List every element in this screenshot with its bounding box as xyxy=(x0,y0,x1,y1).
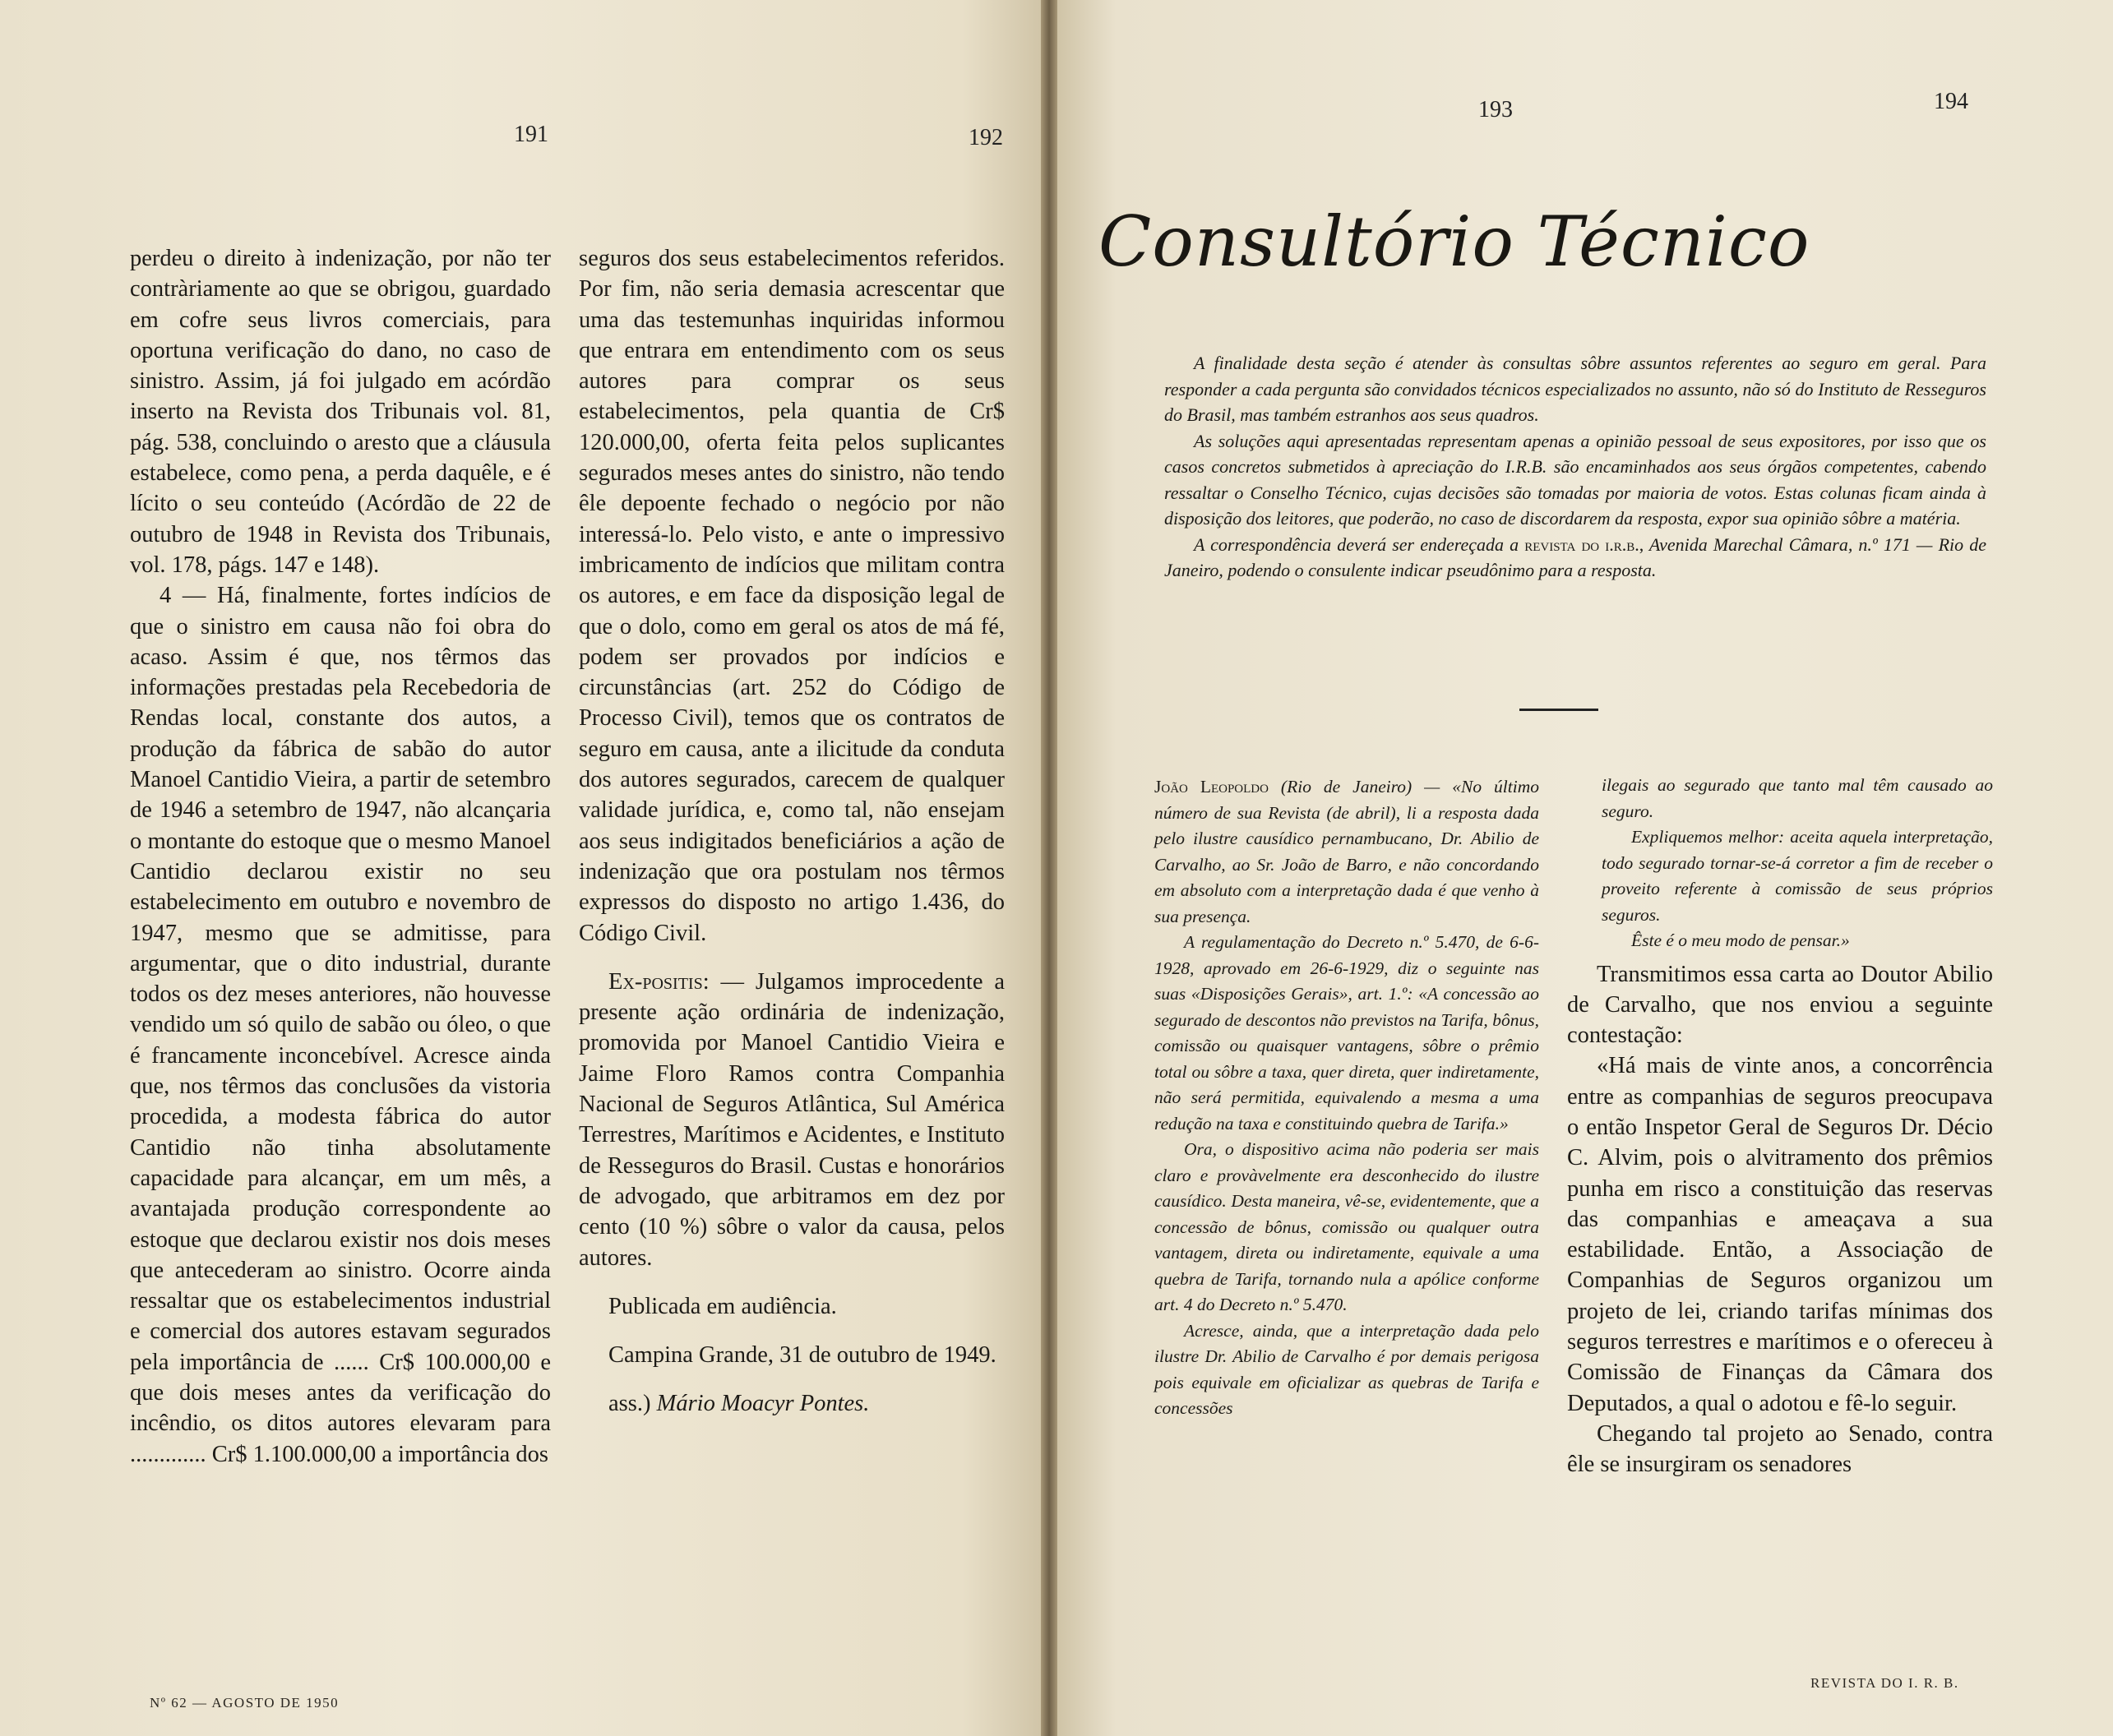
reply-paragraph: Transmitimos essa carta ao Doutor Abilio de Carvalho, que nos enviou a seguinte contestação: xyxy=(1567,961,1993,1049)
intro-paragraph: As soluções aqui apresentadas representam apenas a opinião pessoal de seus expositores, por isso que os casos concretos submetidos à apreciação do I.R.B. são encaminhados aos seus órgãos competentes, cabendo ressaltar o Conselho Técnico, cujas decisões são tomadas por maioria de votos. Estas colunas ficam ainda à disposição dos leitores, que poderão, no caso de discordarem da resposta, expor sua opinião sôbre a matéria. xyxy=(1164,430,1986,529)
column-1-paragraph: perdeu o direito à indenização, por não ter contràriamente ao que se obrigou, guardado em cofre seus livros comerciais, para oportuna verificação do dano, no caso de sinistro. Assim, já foi julgado em acórdão inserto na Revista dos Tribunais vol. 81, pág. 538, concluindo o aresto que a cláusula estabelece, como pena, a perda daquêle, e é lícito o seu conteúdo (Acórdão de 22 de outubro de 1948 in Revista dos Tribunais, vol. 178, págs. 147 e 148). xyxy=(130,246,551,578)
expositis-paragraph xyxy=(579,967,1005,1273)
expositis-text: — Julgamos improcedente a presente ação ordinária de indenização, promovida por Manoel Cantidio Vieira e Jaime Floro Ramos contra Companhia Nacional de Seguros Atlântica, Sul América Terrestres, Marítimos e Acidentes, e Instituto de Resseguros do Brasil. Custas e honorários de advogado, que arbitramos em dez por cento (10 %) sôbre o valor da causa, pelos autores. xyxy=(579,968,1005,1271)
letter-continuation xyxy=(1567,773,1993,954)
intro-block xyxy=(1164,350,1986,584)
reply-paragraph: Chegando tal projeto ao Senado, contra êle se insurgiram os senadores xyxy=(1567,1420,1993,1478)
letter-paragraph: Acresce, ainda, que a interpretação dada pelo ilustre Dr. Abilio de Carvalho é por demais perigosa pois equivale em oficializar as quebras de Tarifa e concessões xyxy=(1154,1320,1539,1418)
column-1-paragraph: 4 — Há, finalmente, fortes indícios de que o sinistro em causa não foi obra do acaso. Assim é que, nos têrmos das informações prestadas pela Recebedoria de Rendas local, constante dos autos, a produção da fábrica de sabão do autor Manoel Cantidio Vieira, a partir de setembro de 1946 a setembro de 1947, não alcançaria o montante do estoque que o mesmo Manoel Cantidio declarou existir no seu estabelecimento em outubro e novembro de 1947, mesmo que se admitisse, para argumentar, que o dito industrial, durante todos os dez meses anteriores, não houvesse vendido um só quilo de sabão ou óleo, o que é francamente inconcebível. Acresce ainda que, nos têrmos das conclusões da vistoria procedida, a modesta fábrica do autor Cantidio não tinha absolutamente capacidade para alcançar, em um mês, a avantajada produção correspondente ao estoque que declarou existir nos dois meses que antecederam ao sinistro. Ocorre ainda ressaltar que os estabelecimentos industrial e comercial dos autores estavam segurados pela importância de ...... Cr$ 100.000,00 e que dois meses antes da verificação do incêndio, os ditos autores elevaram para ............. Cr$ 1.100.000,00 a importância dos xyxy=(130,583,551,1467)
page-number-192: 192 xyxy=(969,125,1003,150)
column-1 xyxy=(130,243,551,1470)
page-number-193: 193 xyxy=(1478,97,1513,122)
column-4 xyxy=(1567,773,1993,1480)
column-3 xyxy=(1154,774,1539,1422)
intro-address-lead: A correspondência deverá ser endereçada a xyxy=(1194,533,1519,555)
expositis-label: Ex-positis: xyxy=(608,968,710,995)
letter-paragraph: Expliquemos melhor: aceita aquela interpretação, todo segurado tornar-se-á corretor a fim de receber o proveito referente à comissão de seus próprios seguros. xyxy=(1602,827,1993,925)
letter-opening xyxy=(1154,774,1539,930)
column-2 xyxy=(579,243,1005,1420)
signature-line xyxy=(579,1388,1005,1419)
signature-name: Mário Moacyr Pontes. xyxy=(656,1391,870,1417)
section-title: Consultório Técnico xyxy=(1098,201,1810,282)
section-divider xyxy=(1519,709,1598,711)
letter-paragraph: Êste é o meu modo de pensar.» xyxy=(1631,930,1850,950)
book-gutter xyxy=(1041,0,1057,1736)
signature-prefix: ass.) xyxy=(608,1391,651,1417)
left-footer: Nº 62 — AGOSTO DE 1950 xyxy=(150,1695,340,1711)
place-date-line: Campina Grande, 31 de outubro de 1949. xyxy=(608,1342,996,1369)
right-footer: REVISTA DO I. R. B. xyxy=(1810,1675,1959,1691)
column-2-paragraph: seguros dos seus estabelecimentos referidos. Por fim, não seria demasia acrescentar que uma das testemunhas inquiridas informou que entrara em entendimento com os seus autores para comprar os seus estabelecimentos, pela quantia de Cr$ 120.000,00, oferta feita pelos suplicantes segurados meses antes do sinistro, não tendo êle depoente fechado o negócio por não interessá-lo. Pelo visto, e ante o impressivo imbricamento de indícios que militam contra os autores, e em face da disposição legal de que o dolo, como em geral os atos de má fé, podem ser provados por indícios e circunstâncias (art. 252 do Código de Processo Civil), temos que os contratos de seguro em causa, ante a ilicitude da conduta dos autores segurados, carecem de qualquer validade jurídica, e, como tal, não ensejam aos seus indigitados beneficiários a ação de indenização que ora postulam nos têrmos expressos do disposto no artigo 1.436, do Código Civil. xyxy=(579,246,1005,946)
letter-paragraph: (Rio de Janeiro) — «No último número de sua Revista (de abril), li a resposta dada pelo ilustre causídico pernambucano, Dr. Abilio de Carvalho, ao Sr. João de Barro, e não concordando em absoluto com a interpretação dada é que venho à sua presença. xyxy=(1154,777,1539,926)
page-number-194: 194 xyxy=(1934,89,1968,114)
published-line: Publicada em audiência. xyxy=(608,1293,837,1319)
letter-paragraph: ilegais ao segurado que tanto mal têm causado ao seguro. xyxy=(1602,775,1993,821)
reply-paragraph: «Há mais de vinte anos, a concorrência entre as companhias de seguros preocupava o então Inspetor Geral de Seguros Dr. Décio C. Alvim, pois o alvitramento dos prêmios punha em risco a constituição das reservas das companhias e ameaçava a sua estabilidade. Então, a Associação de Companhias de Seguros organizou um projeto de lei, criando tarifas mínimas dos seguros terrestres e marítimos e o ofereceu à Comissão de Finanças da Câmara dos Deputados, a qual o adotou e fê-lo seguir. xyxy=(1567,1053,1993,1416)
letter-paragraph: Ora, o dispositivo acima não poderia ser mais claro e provàvelmente era desconhecido do ilustre causídico. Desta maneira, vê-se, evidentemente, que a concessão de bônus, comissão ou qualquer outra vantagem, direta ou indiretamente, equivale a uma quebra de Tarifa, tornando nula a apólice conforme art. 4 do Decreto n.º 5.470. xyxy=(1154,1139,1539,1314)
letter-paragraph: A regulamentação do Decreto n.º 5.470, de 6-6-1928, aprovado em 26-6-1929, diz o seguinte nas suas «Disposições Gerais», art. 1.º: «A concessão ao segurado de descontos não previstos na Tarifa, bônus, comissão ou quaisquer vantagens, sôbre o prêmio total ou sôbre a taxa, quer direta, quer indiretamente, não será permitida, equivalendo a mesma a uma redução na taxa e constituindo quebra de Tarifa.» xyxy=(1154,932,1539,1133)
journal-name: revista do i.r.b., xyxy=(1524,533,1644,555)
intro-address: Avenida Marechal Câmara, n.º 171 — Rio de Janeiro, podendo o consulente indicar pseudônimo para a resposta. xyxy=(1164,533,1986,580)
reply-text xyxy=(1567,959,1993,1480)
letter-author: João Leopoldo xyxy=(1154,777,1269,796)
intro-paragraph xyxy=(1164,532,1986,584)
intro-paragraph: A finalidade desta seção é atender às consultas sôbre assuntos referentes ao seguro em geral. Para responder a cada pergunta são convidados técnicos especializados no assunto, não só do Instituto de Resseguros do Brasil, mas também estranhos aos seus quadros. xyxy=(1164,353,1986,425)
page-number-191: 191 xyxy=(514,122,548,147)
